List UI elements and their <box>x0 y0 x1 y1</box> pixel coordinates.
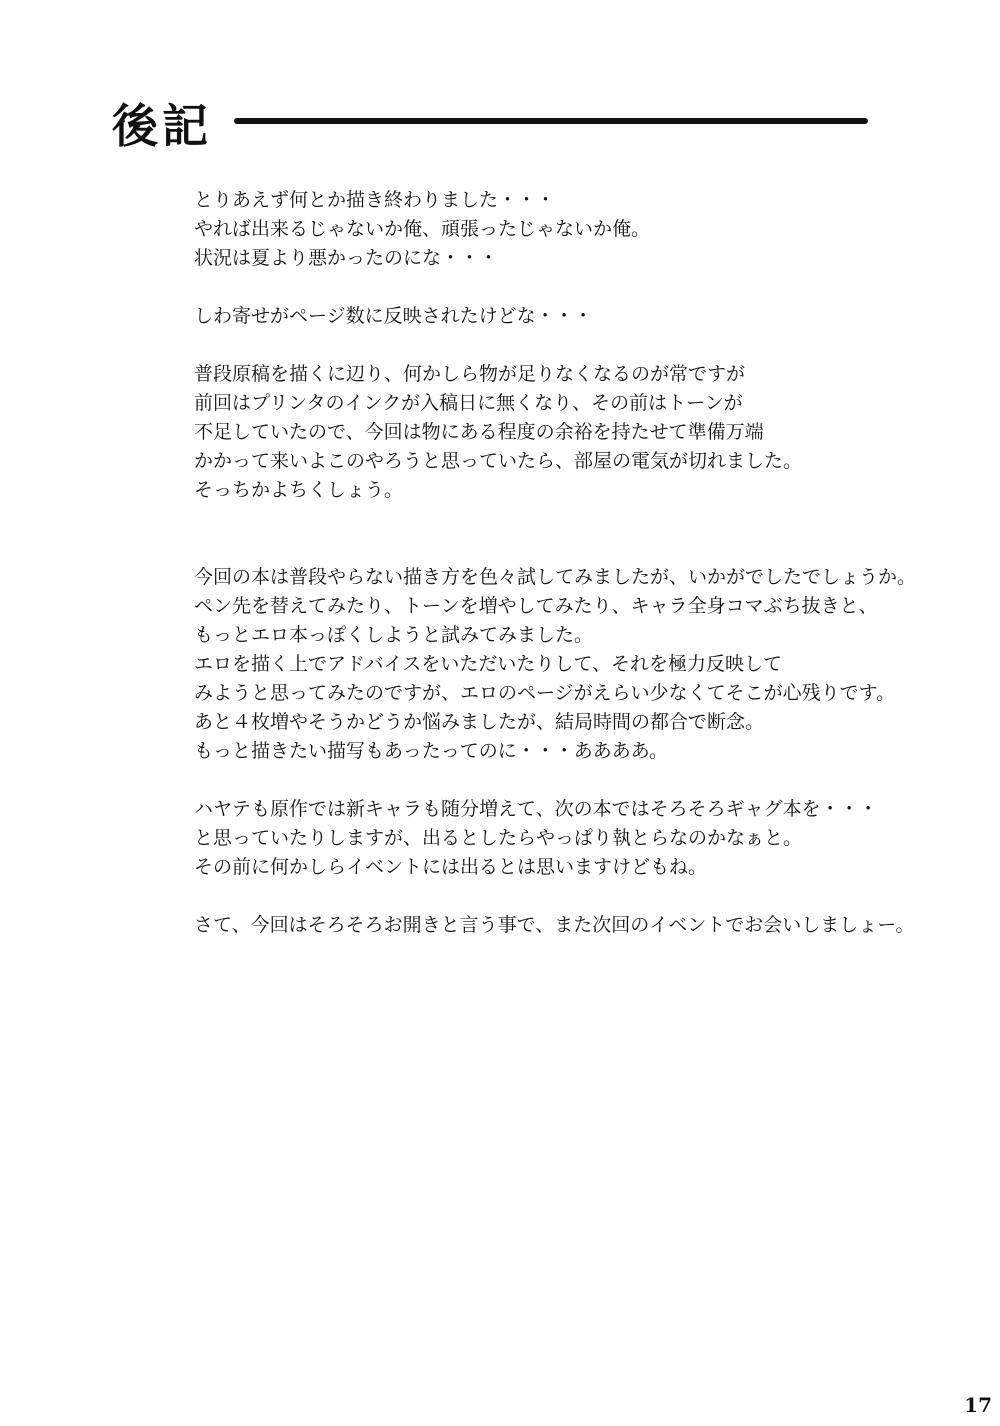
paragraph-4 <box>194 563 917 766</box>
text-line: あと４枚増やそうかどうか悩みましたが、結局時間の都合で断念。 <box>194 711 765 733</box>
text-line: みようと思ってみたのですが、エロのページがえらい少なくてそこが心残りです。 <box>194 682 896 704</box>
text-line: もっとエロ本っぽくしようと試みてみました。 <box>194 624 594 646</box>
paragraph-6 <box>194 911 914 940</box>
paragraph-2 <box>194 302 914 331</box>
text-line: 状況は夏より悪かったのにな・・・ <box>194 247 499 269</box>
text-line: もっと描きたい描写もあったってのに・・・ああああ。 <box>194 740 669 762</box>
page-title: 後記 <box>112 99 212 153</box>
text-line: とりあえず何とか描き終わりました・・・ <box>194 189 556 211</box>
text-line: ペン先を替えてみたり、トーンを増やしてみたり、キャラ全身コマぶち抜きと、 <box>194 595 878 617</box>
text-line: さて、今回はそろそろお開きと言う事で、また次回のイベントでお会いしましょー。 <box>194 914 915 936</box>
text-line: その前に何かしらイベントには出るとは思いますけどもね。 <box>194 856 708 878</box>
text-line: 今回の本は普段やらない描き方を色々試してみましたが、いかがでしたでしょうか。 <box>194 566 917 588</box>
text-line: そっちかよちくしょう。 <box>194 479 404 501</box>
paragraph-spacer <box>194 882 914 911</box>
text-line: エロを描く上でアドバイスをいただいたりして、それを極力反映して <box>194 653 783 675</box>
afterword-heading <box>112 96 872 156</box>
text-line: と思っていたりしますが、出るとしたらやっぱり執とらなのかなぁと。 <box>194 827 803 849</box>
text-line: かかって来いよこのやろうと思っていたら、部屋の電気が切れました。 <box>194 450 803 472</box>
paragraph-3 <box>194 360 914 505</box>
paragraph-1 <box>194 186 914 273</box>
text-line: 普段原稿を描くに辺り、何かしら物が足りなくなるのが常ですが <box>194 363 746 385</box>
paragraph-spacer <box>194 273 914 302</box>
paragraph-5 <box>194 795 914 882</box>
afterword-body <box>194 186 917 940</box>
heading-underline <box>234 118 868 124</box>
paragraph-spacer <box>194 331 914 360</box>
page-number: 17 <box>964 1393 992 1417</box>
text-line: ハヤテも原作では新キャラも随分増えて、次の本ではそろそろギャグ本を・・・ <box>194 798 878 820</box>
text-line: やれば出来るじゃないか俺、頑張ったじゃないか俺。 <box>194 218 651 240</box>
text-line: 前回はプリンタのインクが入稿日に無くなり、その前はトーンが <box>194 392 743 414</box>
paragraph-spacer <box>194 505 914 563</box>
text-line: しわ寄せがページ数に反映されたけどな・・・ <box>194 305 593 327</box>
text-line: 不足していたので、今回は物にある程度の余裕を持たせて準備万端 <box>194 421 764 443</box>
paragraph-spacer <box>194 766 914 795</box>
